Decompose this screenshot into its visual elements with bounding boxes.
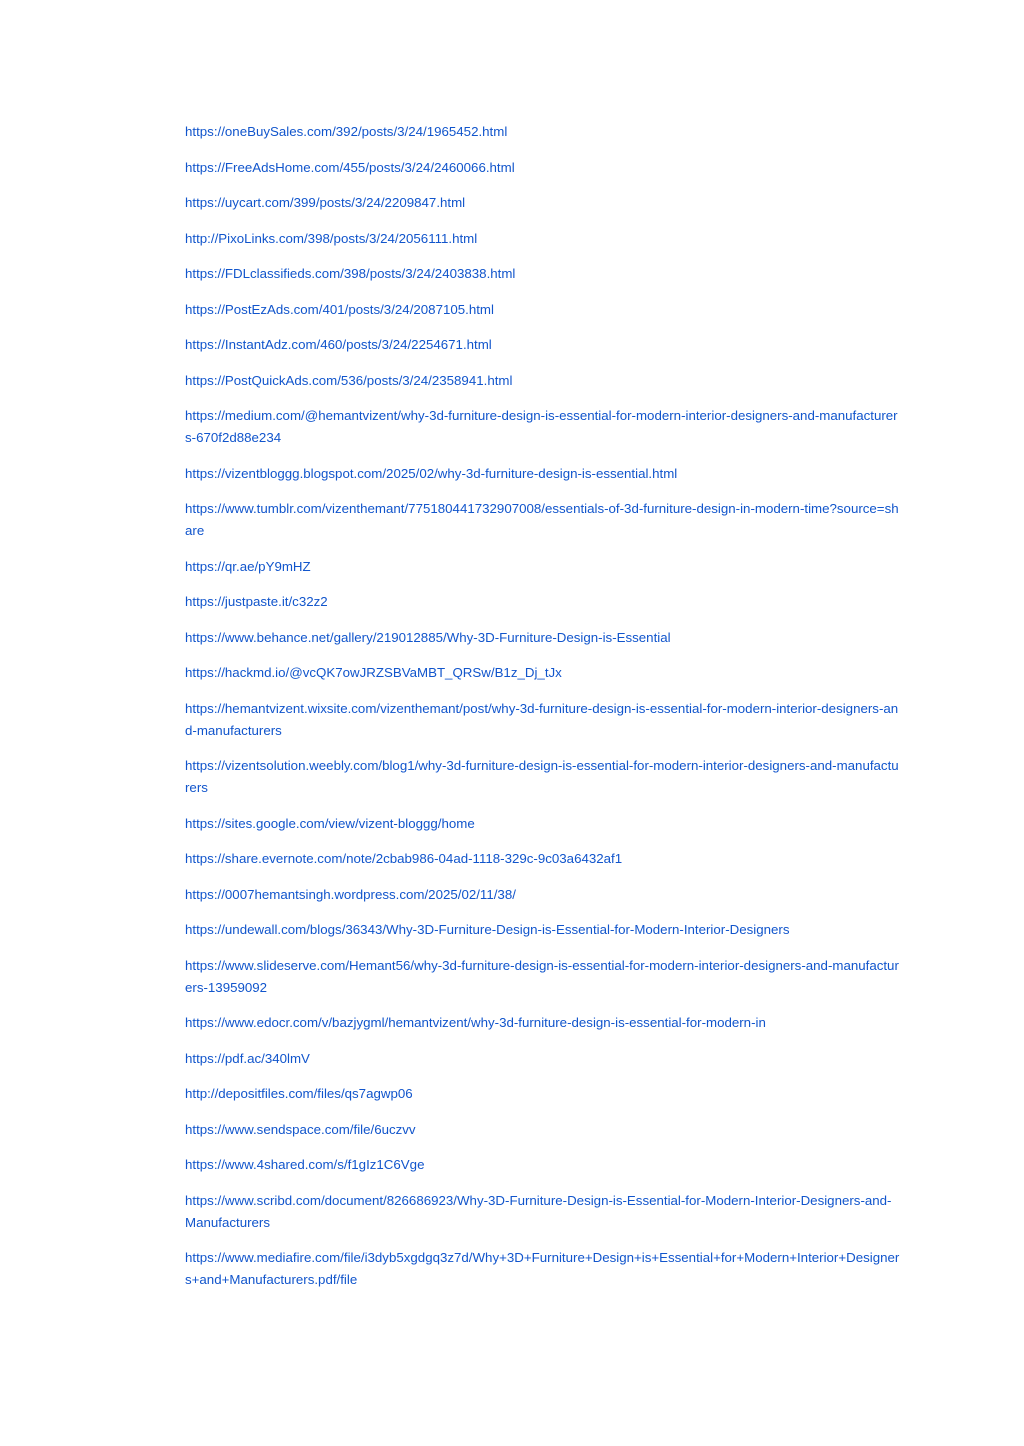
link-wordpress[interactable]: https://0007hemantsingh.wordpress.com/2025/02/11/38/ [185, 886, 516, 902]
list-item [185, 1190, 901, 1234]
list-item [185, 463, 901, 485]
list-item [185, 1012, 901, 1034]
link-blogspot[interactable]: https://vizentbloggg.blogspot.com/2025/02/why-3d-furniture-design-is-essential.html [185, 465, 678, 481]
list-item [185, 884, 901, 906]
link-depositfiles[interactable]: http://depositfiles.com/files/qs7agwp06 [185, 1086, 413, 1101]
link-google-sites[interactable]: https://sites.google.com/view/vizent-bloggg/home [185, 815, 475, 831]
list-item [185, 121, 901, 143]
list-item [185, 1247, 901, 1291]
list-item [185, 813, 901, 835]
list-item [185, 1154, 901, 1176]
list-item [185, 405, 901, 449]
list-item [185, 192, 901, 214]
list-item [185, 848, 901, 870]
link-postezads[interactable]: https://PostEzAds.com/401/posts/3/24/2087105.html [185, 301, 494, 317]
link-tumblr[interactable]: https://www.tumblr.com/vizenthemant/775180441732907008/essentials-of-3d-furniture-design-in-modern-time?source=share [185, 501, 899, 538]
link-hackmd[interactable]: https://hackmd.io/@vcQK7owJRZSBVaMBT_QRSw/B1z_Dj_tJx [185, 665, 562, 680]
link-list [185, 121, 901, 1305]
list-item [185, 1083, 901, 1105]
link-postquickads[interactable]: https://PostQuickAds.com/536/posts/3/24/2358941.html [185, 372, 513, 388]
list-item [185, 228, 901, 250]
link-pdf-ac[interactable]: https://pdf.ac/340lmV [185, 1050, 310, 1066]
list-item [185, 556, 901, 578]
list-item [185, 263, 901, 285]
list-item [185, 334, 901, 356]
list-item [185, 370, 901, 392]
link-freeadshome[interactable]: https://FreeAdsHome.com/455/posts/3/24/2460066.html [185, 159, 515, 175]
list-item [185, 755, 901, 799]
link-wixsite[interactable]: https://hemantvizent.wixsite.com/vizenthemant/post/why-3d-furniture-design-is-essential-for-modern-interior-designers-and-manufacturers [185, 700, 899, 738]
list-item [185, 299, 901, 321]
link-qr-ae[interactable]: https://qr.ae/pY9mHZ [185, 558, 311, 574]
link-instantadz[interactable]: https://InstantAdz.com/460/posts/3/24/2254671.html [185, 337, 492, 352]
link-justpaste[interactable]: https://justpaste.it/c32z2 [185, 594, 328, 609]
link-slideserve[interactable]: https://www.slideserve.com/Hemant56/why-3d-furniture-design-is-essential-for-modern-interior-designers-and-manufacturers-13959092 [185, 957, 899, 995]
link-4shared[interactable]: https://www.4shared.com/s/f1gIz1C6Vge [185, 1157, 425, 1172]
list-item [185, 591, 901, 613]
list-item [185, 919, 901, 941]
link-mediafire[interactable]: https://www.mediafire.com/file/i3dyb5xgdgq3z7d/Why+3D+Furniture+Design+is+Essential+for+Modern+Interior+Designers+and+Manufacturers.pdf/file [185, 1250, 900, 1287]
link-evernote[interactable]: https://share.evernote.com/note/2cbab986-04ad-1118-329c-9c03a6432af1 [185, 851, 623, 866]
link-sendspace[interactable]: https://www.sendspace.com/file/6uczvv [185, 1121, 416, 1137]
list-item [185, 157, 901, 179]
list-item [185, 955, 901, 999]
list-item [185, 498, 901, 542]
list-item [185, 1119, 901, 1141]
list-item [185, 627, 901, 649]
list-item [185, 698, 901, 742]
link-edocr[interactable]: https://www.edocr.com/v/bazjygml/hemantvizent/why-3d-furniture-design-is-essential-for-modern-in [185, 1015, 766, 1030]
link-weebly[interactable]: https://vizentsolution.weebly.com/blog1/why-3d-furniture-design-is-essential-for-modern-interior-designers-and-manufacturers [185, 758, 899, 795]
link-medium[interactable]: https://medium.com/@hemantvizent/why-3d-furniture-design-is-essential-for-modern-interior-designers-and-manufacturers-670f2d88e234 [185, 408, 898, 445]
link-uycart[interactable]: https://uycart.com/399/posts/3/24/2209847.html [185, 195, 466, 210]
link-behance[interactable]: https://www.behance.net/gallery/219012885/Why-3D-Furniture-Design-is-Essential [185, 629, 671, 645]
link-fdlclassifieds[interactable]: https://FDLclassifieds.com/398/posts/3/24/2403838.html [185, 266, 516, 281]
link-undewall[interactable]: https://undewall.com/blogs/36343/Why-3D-Furniture-Design-is-Essential-for-Modern-Interior-Designers [185, 922, 790, 937]
link-onebuysales[interactable]: https://oneBuySales.com/392/posts/3/24/1965452.html [185, 124, 508, 139]
link-pixolinks[interactable]: http://PixoLinks.com/398/posts/3/24/2056111.html [185, 230, 478, 246]
list-item [185, 662, 901, 684]
list-item [185, 1048, 901, 1070]
link-scribd[interactable]: https://www.scribd.com/document/826686923/Why-3D-Furniture-Design-is-Essential-for-Modern-Interior-Designers-and-Manufacturers [185, 1192, 892, 1230]
